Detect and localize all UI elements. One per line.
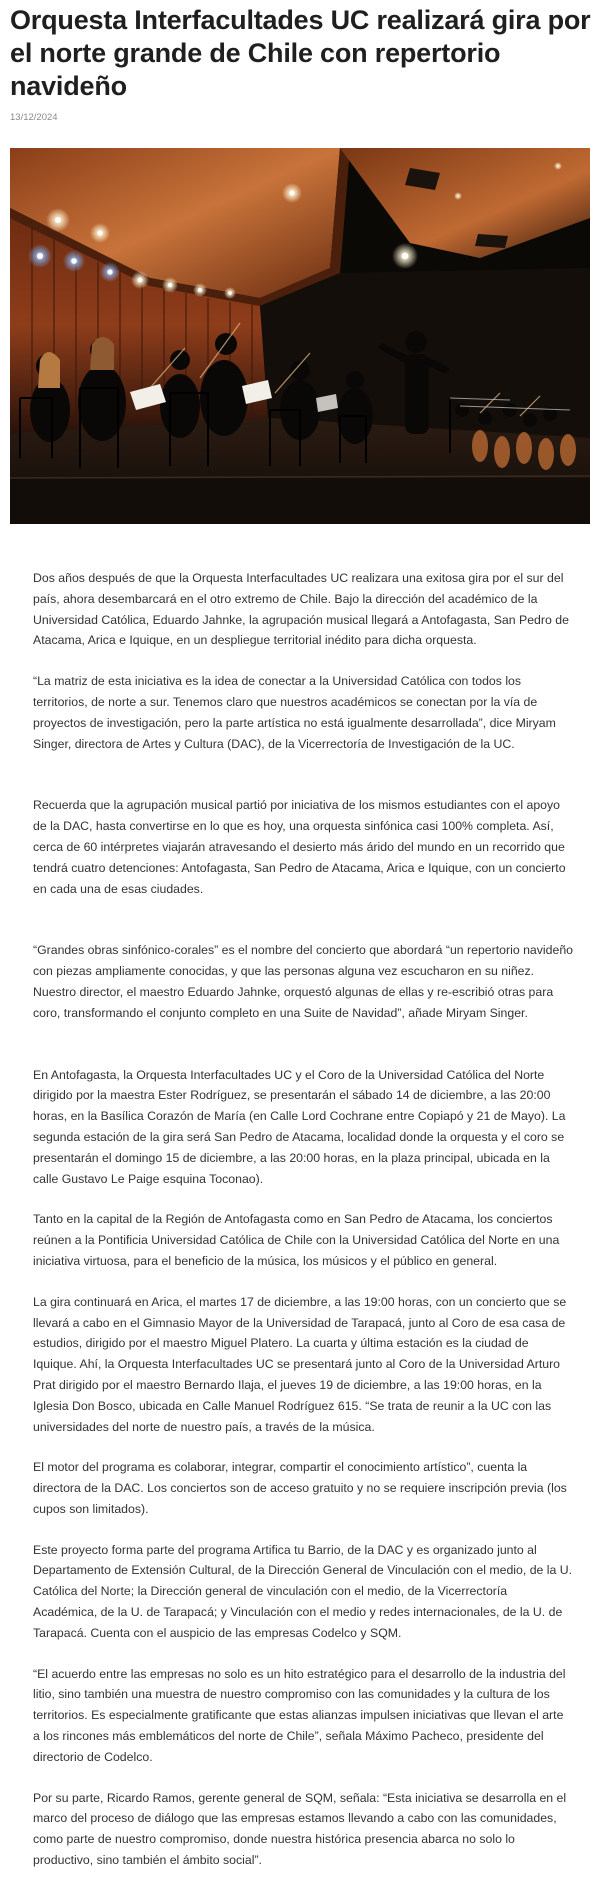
article-body <box>33 568 573 1871</box>
article-paragraph-4: “Grandes obras sinfónico-corales” es el nombre del concierto que abordará “un repertorio navideño con piezas ampliamente conocidas, y que las personas alguna vez escucharon en su niñez. Nuestro director, el maestro Eduardo Jahnke, orquestó algunas de ellas y re-escribió otras para coro, transformando el conjunto completo en una Suite de Navidad”, añade Miryam Singer. <box>33 943 573 1020</box>
article-paragraph-1: Dos años después de que la Orquesta Interfacultades UC realizara una exitosa gira por el sur del país, ahora desembarcará en el otro extremo de Chile. Bajo la dirección del académico de la Universidad Católica, Eduardo Jahnke, la agrupación musical llegará a Antofagasta, San Pedro de Atacama, Arica e Iquique, en un despliegue territorial inédito para dicha orquesta. <box>33 571 569 648</box>
article-paragraph-5: En Antofagasta, la Orquesta Interfacultades UC y el Coro de la Universidad Católica del Norte dirigido por la maestra Ester Rodríguez, se presentarán el sábado 14 de diciembre, a las 20:00 horas, en la Basílica Corazón de María (en Calle Lord Cochrane entre Copiapó y 21 de Mayo). La segunda estación de la gira será San Pedro de Atacama, localidad donde la orquesta y el coro se presentarán el domingo 15 de diciembre, a las 20:00 horas, en la plaza principal, ubicada en la calle Gustavo Le Paige esquina Toconao). <box>33 1067 566 1186</box>
article-date: 13/12/2024 <box>10 112 58 123</box>
article-paragraph-8: El motor del programa es colaborar, integrar, compartir el conocimiento artístico”, cuenta la directora de la DAC. Los conciertos son de acceso gratuito y no se requiere inscripción previa (los cupos son limitados). <box>33 1460 567 1516</box>
article-paragraph-9: Este proyecto forma parte del programa Artifica tu Barrio, de la DAC y es organizado junto al Departamento de Extensión Cultural, de la Dirección General de Vinculación con el medio, de la U. Católica del Norte; la Dirección general de vinculación con el medio, de la Vicerrectoría Académica, de la U. de Tarapacá; y Vinculación con el medio y redes internacionales, de la U. de Tarapacá. Cuenta con el auspicio de las empresas Codelco y SQM. <box>33 1542 573 1640</box>
article-paragraph-7: La gira continuará en Arica, el martes 17 de diciembre, a las 19:00 horas, con un concierto que se llevará a cabo en el Gimnasio Mayor de la Universidad de Tarapacá, junto al Coro de esa casa de estudios, dirigido por el maestro Miguel Platero. La cuarta y última estación es la ciudad de Iquique. Ahí, la Orquesta Interfacultades UC se presentará junto al Coro de la Universidad Arturo Prat dirigido por el maestro Bernardo Ilaja, el jueves 19 de diciembre, a las 19:00 horas, en la Iglesia Don Bosco, ubicada en Calle Manuel Rodríguez 615. “Se trata de reunir a la UC con las universidades del norte de nuestro país, a través de la música. <box>33 1294 567 1434</box>
article-paragraph-11: Por su parte, Ricardo Ramos, gerente general de SQM, señala: “Esta iniciativa se desarrolla en el marco del proceso de diálogo que las empresas estamos llevando a cabo con las comunidades, como parte de nuestro compromiso, donde nuestra histórica presencia abarca no solo lo productivo, sino también el ámbito social”. <box>33 1790 567 1868</box>
article-paragraph-2: “La matriz de esta iniciativa es la idea de conectar a la Universidad Católica con todos los territorios, de norte a sur. Tenemos claro que nuestros académicos se conectan por la vía de proyectos de investigación, pero la parte artística no está igualmente desarrollada”, dice Miryam Singer, directora de Artes y Cultura (DAC), de la Vicerrectoría de Investigación de la UC. <box>33 674 556 751</box>
article-paragraph-3: Recuerda que la agrupación musical partió por iniciativa de los mismos estudiantes con el apoyo de la DAC, hasta convertirse en lo que es hoy, una orquesta sinfónica casi 100% completa. Así, cerca de 60 intérpretes viajarán atravesando el desierto más árido del mundo en un recorrido que tendrá cuatro detenciones: Antofagasta, San Pedro de Atacama, Arica e Iquique, con un concierto en cada una de esas ciudades. <box>33 798 566 896</box>
article-paragraph-6: Tanto en la capital de la Región de Antofagasta como en San Pedro de Atacama, los conciertos reúnen a la Pontificia Universidad Católica de Chile con la Universidad Católica del Norte en una iniciativa virtuosa, para el beneficio de la música, los músicos y el público en general. <box>33 1212 560 1268</box>
article-title: Orquesta Interfacultades UC realizará gira por el norte grande de Chile con repertorio navideño <box>10 5 591 101</box>
article-paragraph-10: “El acuerdo entre las empresas no solo es un hito estratégico para el desarrollo de la industria del litio, sino también una muestra de nuestro compromiso con las comunidades y la cultura de los territorios. Es especialmente gratificante que estas alianzas impulsen iniciativas que llevan el arte a los rincones más emblemáticos del norte de Chile”, señala Máximo Pacheco, presidente del directorio de Codelco. <box>33 1666 566 1764</box>
hero-image-orchestra <box>10 148 590 524</box>
